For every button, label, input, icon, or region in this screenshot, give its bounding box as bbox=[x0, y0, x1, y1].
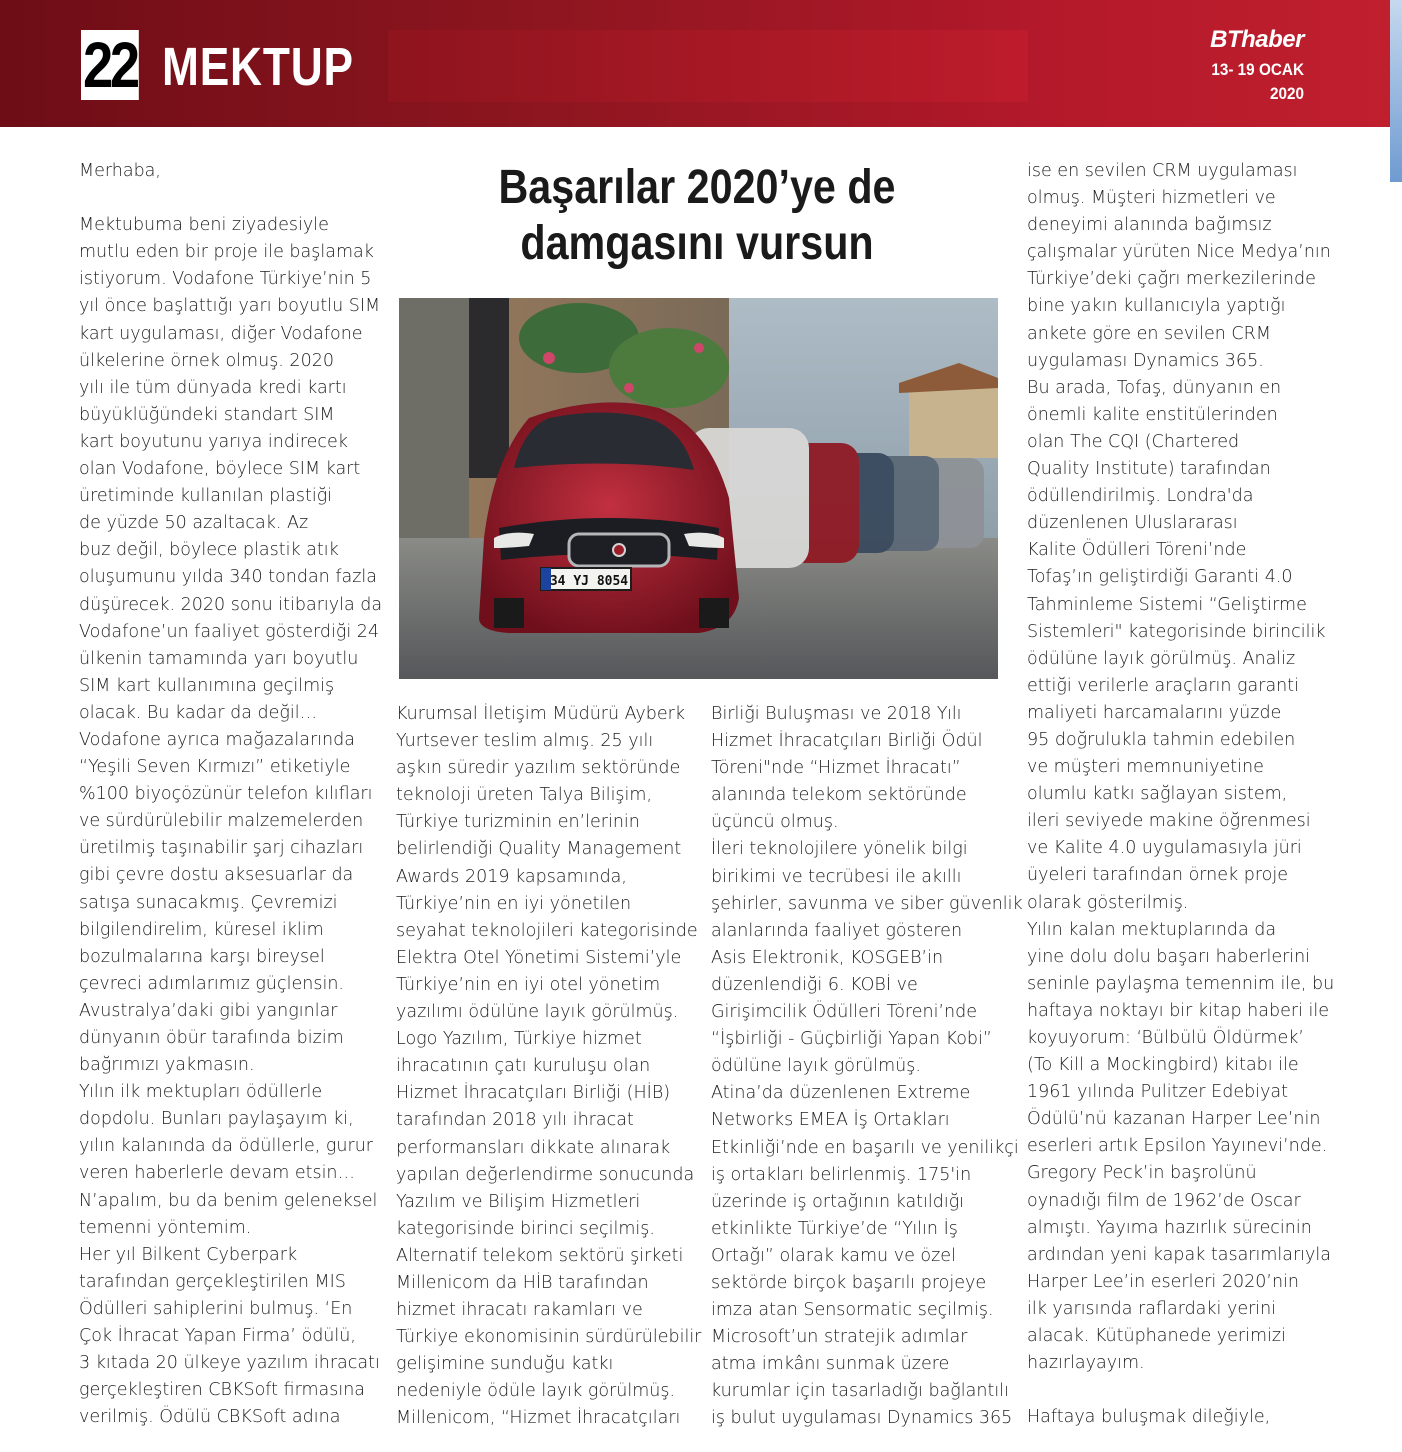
text-line: önemli kalite enstitülerinden bbox=[1027, 404, 1278, 425]
text-line: iş ortakları belirlenmiş. 175'in bbox=[711, 1164, 972, 1185]
text-line: %100 biyoçözünür telefon kılıfları bbox=[79, 784, 373, 805]
headline-line-2: damgasını vursun bbox=[520, 217, 874, 270]
text-line: düşürecek. 2020 sonu itibarıyla da bbox=[79, 594, 383, 615]
text-line: Ödülü’nü kazanan Harper Lee’nin bbox=[1027, 1109, 1321, 1130]
text-line bbox=[79, 185, 379, 212]
text-line: olan The CQI (Chartered bbox=[1027, 431, 1240, 452]
text-line: Avustralya’daki gibi yangınlar bbox=[79, 1000, 338, 1021]
text-line: Gregory Peck’in başrolünü bbox=[1027, 1163, 1257, 1184]
text-line: yıl önce başlattığı yarı boyutlu SIM bbox=[79, 296, 381, 317]
section-title: MEKTUP bbox=[162, 37, 354, 97]
text-column-2 bbox=[396, 701, 702, 1433]
text-line: ve Kalite 4.0 uygulamasıyla jüri bbox=[1027, 838, 1302, 859]
text-line: “İşbirliği - Güçbirliği Yapan Kobi” bbox=[711, 1029, 992, 1050]
text-line: Birliği Buluşması ve 2018 Yılı bbox=[711, 704, 962, 724]
text-line: Logo Yazılım, Türkiye hizmet bbox=[396, 1029, 642, 1050]
text-line: Vodafone ayrıca mağazalarında bbox=[79, 729, 355, 750]
text-line: Girişimcilik Ödülleri Töreni’nde bbox=[711, 1002, 977, 1023]
text-line: ödüllendirilmiş. Londra'da bbox=[1027, 486, 1254, 507]
page-number: 22 bbox=[81, 30, 139, 100]
text-line: olumlu katkı sağlayan sistem, bbox=[1027, 784, 1288, 805]
text-line: oynadığı film de 1962’de Oscar bbox=[1027, 1190, 1301, 1211]
issue-date bbox=[1124, 58, 1304, 106]
text-line: ise en sevilen CRM uygulaması bbox=[1027, 161, 1298, 181]
text-line: dopdolu. Bunları paylaşayım ki, bbox=[79, 1109, 354, 1130]
page-edge-strip bbox=[1390, 0, 1402, 182]
text-line: eserleri artık Epsilon Yayınevi’nde. bbox=[1027, 1136, 1328, 1157]
text-line: Mektubuma beni ziyadesiyle bbox=[79, 215, 329, 236]
text-line: Etkinliği’nde en başarılı ve yenilikçi bbox=[711, 1137, 1019, 1158]
text-line: imza atan Sensormatic seçilmiş. bbox=[711, 1300, 994, 1321]
text-line: tarafından 2018 yılı ihracat bbox=[396, 1110, 634, 1131]
text-line: SIM kart kullanımına geçilmiş bbox=[79, 675, 335, 696]
text-line: Ortağı” olarak kamu ve özel bbox=[711, 1245, 956, 1266]
text-line: ettiği verilerle araçların garanti bbox=[1027, 675, 1299, 696]
text-line: Türkiye turizminin en’lerinin bbox=[396, 812, 640, 833]
text-line: Kalite Ödülleri Töreni’nde bbox=[1027, 540, 1247, 561]
text-line: “Yeşili Seven Kırmızı” etiketiyle bbox=[79, 757, 351, 778]
text-line: olarak gösterilmiş. bbox=[1027, 892, 1189, 913]
license-plate-text: 34 YJ 8054 bbox=[549, 574, 629, 589]
text-line: üzerinde iş ortağının katıldığı bbox=[711, 1191, 965, 1212]
text-line: Ödülleri sahiplerini bulmuş. ‘En bbox=[79, 1298, 353, 1319]
text-line: Çok İhracat Yapan Firma’ ödülü, bbox=[79, 1326, 356, 1347]
text-line: Millenicom da HİB tarafından bbox=[396, 1272, 649, 1293]
text-line: olan Vodafone, böylece SIM kart bbox=[79, 459, 361, 480]
text-line: Töreni"nde “Hizmet İhracatı” bbox=[711, 758, 961, 779]
text-line: tarafından gerçekleştirilen MIS bbox=[79, 1271, 346, 1292]
text-line: performansları dikkate alınarak bbox=[396, 1137, 671, 1158]
text-line bbox=[1027, 1377, 1327, 1404]
text-line: Asis Elektronik, KOSGEB’in bbox=[711, 947, 944, 968]
text-line: yazılımı ödülüne layık görülmüş. bbox=[396, 1002, 679, 1023]
text-column-4 bbox=[1027, 158, 1335, 1431]
text-line: bağrımızı yakmasın. bbox=[79, 1055, 255, 1076]
text-line: deneyimi alanında bağımsız bbox=[1027, 215, 1272, 236]
text-line: hazırlayayım. bbox=[1027, 1353, 1145, 1374]
text-line: Yazılım ve Bilişim Hizmetleri bbox=[396, 1191, 641, 1212]
car-photo-icon bbox=[399, 298, 998, 679]
text-line: 1961 yılında Pulitzer Edebiyat bbox=[1027, 1082, 1289, 1103]
text-line: bozulmalarına karşı bireysel bbox=[79, 946, 325, 967]
text-line: çevreci adımlarımız güçlensin. bbox=[79, 973, 344, 994]
text-line: 3 kıtada 20 ülkeye yazılım ihracatı bbox=[79, 1353, 380, 1374]
text-line: büyüklüğündeki standart SIM bbox=[79, 404, 335, 425]
text-line: Millenicom, “Hizmet İhracatçıları bbox=[396, 1408, 681, 1429]
text-line: şehirler, savunma ve siber güvenlik bbox=[711, 893, 1023, 914]
text-line: de yüzde 50 azaltacak. Az bbox=[79, 513, 309, 534]
text-line: Türkiye’deki çağrı merkezilerinde bbox=[1027, 269, 1316, 290]
header-band bbox=[388, 30, 1028, 102]
text-line: sektörde birçok başarılı projeye bbox=[711, 1272, 987, 1293]
text-line: Türkiye ekonomisinin sürdürülebilir bbox=[396, 1327, 702, 1348]
text-line: üyeleri tarafından örnek proje bbox=[1027, 865, 1288, 886]
text-line: bilgilendirelim, küresel iklim bbox=[79, 919, 324, 940]
text-line: üretiminde kullanılan plastiği bbox=[79, 486, 333, 507]
text-line: yapılan değerlendirme sonucunda bbox=[396, 1164, 695, 1185]
text-line: Kurumsal İletişim Müdürü Ayberk bbox=[396, 704, 685, 724]
text-line: ilk yarısında raflardaki yerini bbox=[1027, 1298, 1277, 1319]
issue-year: 2020 bbox=[1269, 84, 1304, 103]
text-line: ardından yeni kapak tasarımlarıyla bbox=[1027, 1244, 1331, 1265]
text-line: İleri teknolojilere yönelik bilgi bbox=[711, 839, 968, 860]
page-header bbox=[0, 0, 1390, 127]
text-line: seninle paylaşma temennim ile, bu bbox=[1027, 973, 1335, 994]
text-line: çalışmalar yürüten Nice Medya’nın bbox=[1027, 242, 1331, 263]
text-line: oluşumunu yılda 340 tondan fazla bbox=[79, 567, 377, 588]
text-line: Elektra Otel Yönetimi Sistemi’yle bbox=[396, 947, 682, 968]
text-line: istiyorum. Vodafone Türkiye’nin 5 bbox=[79, 269, 372, 290]
issue-date-range: 13- 19 OCAK bbox=[1211, 60, 1304, 79]
text-line: gibi çevre dostu aksesuarlar da bbox=[79, 865, 354, 886]
text-line: kurumlar için tasarladığı bağlantılı bbox=[711, 1381, 1009, 1402]
text-line: Alternatif telekom sektörü şirketi bbox=[396, 1245, 684, 1266]
text-line: düzenlenen Uluslararası bbox=[1027, 513, 1238, 534]
text-line: olacak. Bu kadar da değil… bbox=[79, 702, 318, 723]
text-line: bine yakın kullanıcıyla yaptığı bbox=[1027, 296, 1286, 317]
text-line: üretilmiş taşınabilir şarj cihazları bbox=[79, 838, 364, 859]
text-line: Haftaya buluşmak dileğiyle, bbox=[1027, 1407, 1271, 1428]
text-line: hizmet ihracatı rakamları ve bbox=[396, 1300, 643, 1321]
text-line: etkinlikte Türkiye’de “Yılın İş bbox=[711, 1218, 958, 1239]
text-line: Her yıl Bilkent Cyberpark bbox=[79, 1244, 298, 1265]
text-line: yine dolu dolu başarı haberlerini bbox=[1027, 946, 1311, 967]
text-line: düzenlendiği 6. KOBİ ve bbox=[711, 974, 918, 995]
text-line: Tahminleme Sistemi “Geliştirme bbox=[1027, 594, 1307, 615]
text-column-1 bbox=[79, 158, 383, 1431]
text-line: olmuş. Müşteri hizmetleri ve bbox=[1027, 188, 1276, 209]
text-line: Quality Institute) tarafından bbox=[1027, 459, 1271, 480]
text-line: ihracatının çatı kuruluşu olan bbox=[396, 1056, 651, 1077]
text-line: veren haberlerle devam etsin… bbox=[79, 1163, 356, 1184]
text-line: Bu arada, Tofaş, dünyanın en bbox=[1027, 377, 1282, 398]
text-line: Yılın ilk mektupları ödüllerle bbox=[79, 1082, 323, 1103]
text-line: Türkiye’nin en iyi yönetilen bbox=[396, 893, 632, 914]
text-line: belirlendiği Quality Management bbox=[396, 839, 682, 860]
text-line: Atina’da düzenlenen Extreme bbox=[711, 1083, 971, 1104]
text-line: Türkiye’nin en iyi otel yönetim bbox=[396, 974, 661, 995]
text-line: yılı ile tüm dünyada kredi kartı bbox=[79, 377, 347, 398]
text-line: ülkelerine örnek olmuş. 2020 bbox=[79, 350, 334, 371]
text-line: ve sürdürülebilir malzemelerden bbox=[79, 811, 364, 832]
text-line: aşkın süredir yazılım sektöründe bbox=[396, 758, 681, 779]
text-line: birikimi ve tecrübesi ile akıllı bbox=[711, 866, 962, 887]
text-line: Yurtsever teslim almış. 25 yılı bbox=[396, 731, 654, 752]
text-line: ödülüne layık görülmüş. bbox=[711, 1056, 921, 1077]
text-line: Awards 2019 kapsamında, bbox=[396, 866, 627, 887]
text-line: kart boyutunu yarıya indirecek bbox=[79, 431, 348, 452]
text-line: kategorisinde birinci seçilmiş. bbox=[396, 1218, 655, 1239]
text-line: Merhaba, bbox=[79, 161, 161, 181]
text-line: Networks EMEA İş Ortakları bbox=[711, 1110, 950, 1131]
text-line: N’apalım, bu da benim geleneksel bbox=[79, 1190, 378, 1211]
text-line: nedeniyle ödüle layık görülmüş. bbox=[396, 1381, 676, 1402]
article-headline bbox=[438, 160, 956, 272]
text-line: teknoloji üreten Talya Bilişim, bbox=[396, 785, 653, 806]
text-line: iş bulut uygulaması Dynamics 365 bbox=[711, 1408, 1013, 1429]
text-line: Hizmet İhracatçıları Birliği Ödül bbox=[711, 731, 983, 752]
text-line: Tofaş’ın geliştirdiği Garanti 4.0 bbox=[1027, 567, 1293, 588]
text-line: Hizmet İhracatçıları Birliği (HİB) bbox=[396, 1083, 671, 1104]
text-line: üçüncü olmuş. bbox=[711, 812, 839, 833]
text-line: yılın kalanında da ödüllerle, gurur bbox=[79, 1136, 373, 1157]
text-line: 95 doğrulukla tahmin edebilen bbox=[1027, 729, 1296, 750]
text-line: Yılın kalan mektuplarında da bbox=[1027, 919, 1277, 940]
text-line: haftaya noktayı bir kitap haberi ile bbox=[1027, 1000, 1329, 1021]
text-line: ileri seviyede makine öğrenmesi bbox=[1027, 811, 1311, 832]
text-line: temenni yöntemim. bbox=[79, 1217, 252, 1238]
text-line: ödülüne layık görülmüş. Analiz bbox=[1027, 648, 1296, 669]
text-line: mutlu eden bir proje ile başlamak bbox=[79, 242, 374, 263]
text-line: satışa sunacakmış. Çevremizi bbox=[79, 892, 338, 913]
text-line: ankete göre en sevilen CRM bbox=[1027, 323, 1271, 344]
text-line: gerçekleştiren CBKSoft firmasına bbox=[79, 1380, 366, 1401]
text-line: atma imkânı sunmak üzere bbox=[711, 1354, 950, 1375]
text-line: ve müşteri memnuniyetine bbox=[1027, 757, 1264, 778]
text-line: Vodafone’un faaliyet gösterdiği 24 bbox=[79, 621, 380, 642]
text-line: maliyeti harcamalarını yüzde bbox=[1027, 702, 1282, 723]
text-line: buz değil, böylece plastik atık bbox=[79, 540, 339, 561]
text-line: Harper Lee’in eserleri 2020’nin bbox=[1027, 1271, 1300, 1292]
brand-logo: BThaber bbox=[1210, 26, 1304, 53]
text-line: (To Kill a Mockingbird) kitabı ile bbox=[1027, 1055, 1299, 1076]
text-line: dünyanın öbür tarafında bizim bbox=[79, 1028, 344, 1048]
text-line: ülkenin tamamında yarı boyutlu bbox=[79, 648, 359, 669]
text-line: seyahat teknolojileri kategorisinde bbox=[396, 920, 698, 941]
text-line: koyuyorum: ‘Bülbülü Öldürmek’ bbox=[1027, 1028, 1304, 1048]
text-line: alanında telekom sektöründe bbox=[711, 785, 967, 806]
text-line: Microsoft’un stratejik adımlar bbox=[711, 1327, 968, 1348]
text-line: almıştı. Yayıma hazırlık sürecinin bbox=[1027, 1217, 1312, 1238]
text-line: verilmiş. Ödülü CBKSoft adına bbox=[79, 1407, 341, 1428]
text-line: uygulaması Dynamics 365. bbox=[1027, 350, 1264, 371]
text-line: alacak. Kütüphanede yerimizi bbox=[1027, 1326, 1286, 1347]
text-column-3 bbox=[711, 701, 1023, 1433]
text-line: Sistemleri" kategorisinde birincilik bbox=[1027, 621, 1326, 642]
text-line: alanlarında faaliyet gösteren bbox=[711, 920, 963, 941]
text-line: gelişimine sunduğu katkı bbox=[396, 1354, 614, 1375]
headline-line-1: Başarılar 2020’ye de bbox=[498, 161, 896, 214]
car-photo bbox=[399, 298, 998, 679]
text-line: kart uygulaması, diğer Vodafone bbox=[79, 323, 363, 344]
